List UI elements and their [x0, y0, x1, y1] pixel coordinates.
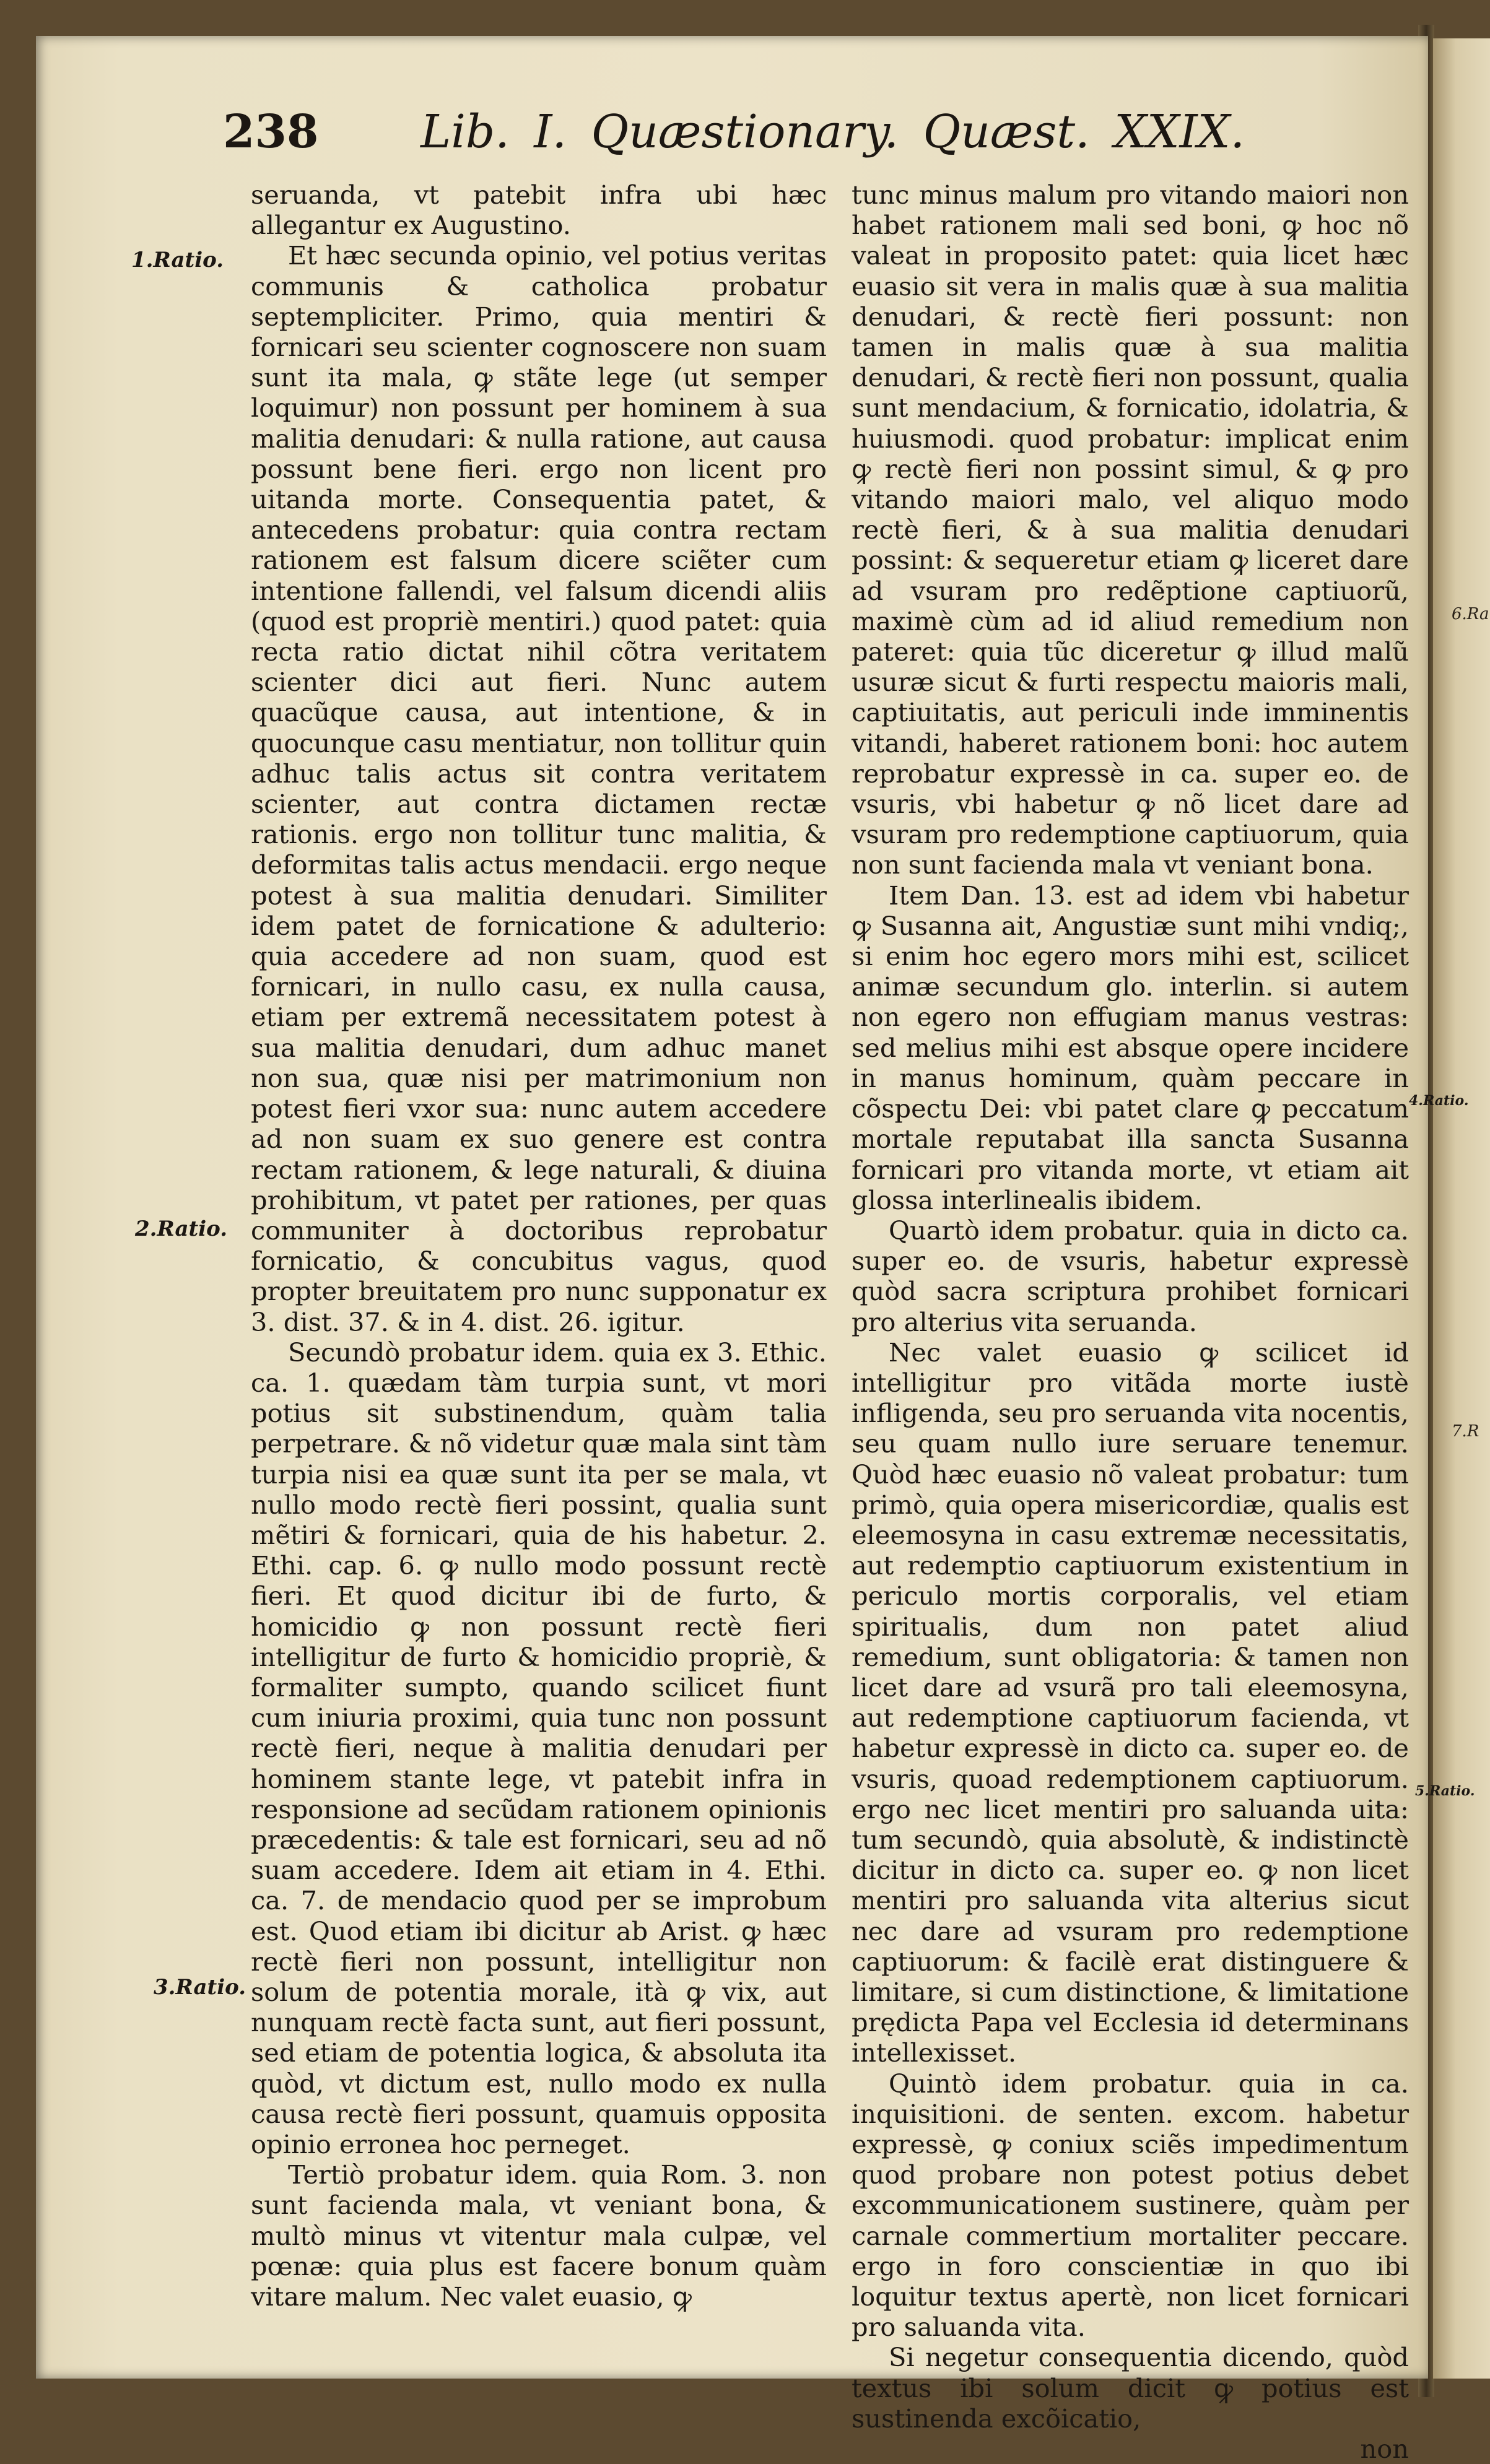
margin-note-ratio-3: 3.Ratio. — [154, 1975, 246, 2000]
paragraph: Si negetur consequentia dicendo, quòd textus ibi solum dicit ꝙ potius est sustinenda excõicatio, — [852, 2342, 1409, 2434]
margin-note-ratio-5: 5.Ratio. — [1415, 1783, 1475, 1799]
page-header — [223, 105, 1251, 173]
paragraph: Nec valet euasio ꝙ scilicet id intelligitur pro vitãda morte iustè infligenda, seu pro seruanda vita nocentis, seu quam nullo iure seruare tenemur. Quòd hæc euasio nõ valeat probatur: tum primò, quia opera misericordiæ, qualis est eleemosyna in casu extremæ necessitatis, aut redemptio captiuorum existentium in periculo mortis corporalis, vel etiam spiritualis, dum non patet aliud remedium, sunt obligatoria: & tamen non licet dare ad vsurã pro tali eleemosyna, aut redemptione captiuorum facienda, vt habetur expressè in dicto ca. super eo. de vsuris, quoad redemptionem captiuorum. ergo nec licet mentiri pro saluanda uita: tum secundò, quia absolutè, & indistinctè dicitur in dicto ca. super eo. ꝙ non licet mentiri pro saluanda vita alterius sicut nec dare ad vsuram pro redemptione captiuorum: & facilè erat distinguere & limitare, si cum distinctione, & limitatione prędicta Papa vel Ecclesia id determinans intellexisset. — [852, 1337, 1409, 2068]
paragraph: Quartò idem probatur. quia in dicto ca. super eo. de vsuris, habetur expressè quòd sacra scriptura prohibet fornicari pro alterius vita seruanda. — [852, 1215, 1409, 1337]
paragraph: Et hæc secunda opinio, vel potius veritas communis & catholica probatur septempliciter. Primo, quia mentiri & fornicari seu scienter cognoscere non suam sunt ita mala, ꝙ stãte lege (ut semper loquimur) non possunt per hominem à sua malitia denudari: & nulla ratione, aut causa possunt bene fieri. ergo non licent pro uitanda morte. Consequentia patet, & antecedens probatur: quia contra rectam rationem est falsum dicere sciẽter cum intentione fallendi, vel falsum dicendi aliis (quod est propriè mentiri.) quod patet: quia recta ratio dictat nihil cõtra veritatem scienter dici aut fieri. Nunc autem quacũque causa, aut intentione, & in quocunque casu mentiatur, non tollitur quin adhuc talis actus sit contra veritatem scienter, aut contra dictamen rectæ rationis. ergo non tollitur tunc malitia, & deformitas talis actus mendacii. ergo neque potest à sua malitia denudari. Similiter idem patet de fornicatione & adulterio: quia accedere ad non suam, quod est fornicari, in nullo casu, ex nulla causa, etiam per extremã necessitatem potest à sua malitia denudari, dum adhuc manet non sua, quæ nisi per matrimonium non potest fieri vxor sua: nunc autem accedere ad non suam ex suo genere est contra rectam rationem, & lege naturali, & diuina prohibitum, vt patet per rationes, per quas communiter à doctoribus reprobatur fornicatio, & concubitus vagus, quod propter breuitatem pro nunc supponatur ex 3. dist. 37. & in 4. dist. 26. igitur. — [251, 240, 827, 1337]
facing-margin-note: 7.R — [1452, 1422, 1479, 1441]
paragraph: Tertiò probatur idem. quia Rom. 3. non sunt facienda mala, vt veniant bona, & multò minus vt vitentur mala culpæ, vel pœnæ: quia plus est facere bonum quàm vitare malum. Nec valet euasio, ꝙ — [251, 2159, 827, 2312]
running-title: Lib. I. Quæstionary. Quæst. XXIX. — [420, 105, 1245, 158]
margin-note-ratio-2: 2.Ratio. — [135, 1217, 228, 1241]
facing-page-edge — [1433, 38, 1490, 2379]
margin-note-ratio-4: 4.Ratio. — [1409, 1093, 1469, 1109]
paragraph: seruanda, vt patebit infra ubi hæc allegantur ex Augustino. — [251, 180, 827, 241]
paragraph: Item Dan. 13. est ad idem vbi habetur ꝙ Susanna ait, Angustiæ sunt mihi vndiq;, si enim hoc egero mors mihi est, scilicet animæ secundum glo. interlin. si autem non egero non effugiam manus vestras: sed melius mihi est absque opere incidere in manus hominum, quàm peccare in cõspectu Dei: vbi patet clare ꝙ peccatum mortale reputabat illa sancta Susanna fornicari pro vitanda morte, vt etiam ait glossa interlinealis ibidem. — [852, 880, 1409, 1215]
facing-margin-note: 6.Ra — [1452, 605, 1489, 623]
paragraph: Quintò idem probatur. quia in ca. inquisitioni. de senten. excom. habetur expressè, ꝙ coniux sciẽs impedimentum quod probare non potest potius debet excommunicationem sustinere, quàm per carnale commertium mortaliter peccare. ergo in foro conscientiæ in quo ibi loquitur textus apertè, non licet fornicari pro saluanda vita. — [852, 2068, 1409, 2343]
text-column-left — [251, 180, 827, 2312]
text-column-right — [852, 180, 1409, 2464]
margin-note-ratio-1: 1.Ratio. — [131, 248, 224, 272]
folio-number: 238 — [223, 105, 319, 158]
catchword: non — [1360, 2434, 1409, 2464]
paragraph: Secundò probatur idem. quia ex 3. Ethic. ca. 1. quædam tàm turpia sunt, vt mori potius sit substinendum, quàm talia perpetrare. & nõ videtur quæ mala sint tàm turpia nisi ea quæ sunt ita per se mala, vt nullo modo rectè fieri possint, qualia sunt mẽtiri & fornicari, quia de his habetur. 2. Ethi. cap. 6. ꝙ nullo modo possunt rectè fieri. Et quod dicitur ibi de furto, & homicidio ꝙ non possunt rectè fieri intelligitur de furto & homicidio propriè, & formaliter sumpto, quando scilicet fiunt cum iniuria proximi, quia tunc non possunt rectè fieri, neque à malitia denudari per hominem stante lege, vt patebit infra in responsione ad secũdam rationem opinionis præcedentis: & tale est fornicari, seu ad nõ suam accedere. Idem ait etiam in 4. Ethi. ca. 7. de mendacio quod per se improbum est. Quod etiam ibi dicitur ab Arist. ꝙ hæc rectè fieri non possunt, intelligitur non solum de potentia morale, ità ꝙ vix, aut nunquam rectè facta sunt, aut fieri possunt, sed etiam de potentia logica, & absoluta ita quòd, vt dictum est, nullo modo ex nulla causa rectè fieri possunt, quamuis opposita opinio erronea hoc perneget. — [251, 1337, 827, 2159]
paragraph: tunc minus malum pro vitando maiori non habet rationem mali sed boni, ꝙ hoc nõ valeat in proposito patet: quia licet hæc euasio sit vera in malis quæ à sua malitia denudari, & rectè fieri possunt: non tamen in malis quæ à sua malitia denudari, & rectè fieri non possunt, qualia sunt mendacium, & fornicatio, idolatria, & huiusmodi. quod probatur: implicat enim ꝙ rectè fieri non possint simul, & ꝙ pro vitando maiori malo, vel aliquo modo rectè fieri, & à sua malitia denudari possint: & sequeretur etiam ꝙ liceret dare ad vsuram pro redẽptione captiuorũ, maximè cùm ad id aliud remedium non pateret: quia tũc diceretur ꝙ illud malũ usuræ sicut & furti respectu maioris mali, captiuitatis, aut periculi inde imminentis vitandi, haberet rationem boni: hoc autem reprobatur expressè in ca. super eo. de vsuris, vbi habetur ꝙ nõ licet dare ad vsuram pro redemptione captiuorum, quia non sunt facienda mala vt veniant bona. — [852, 180, 1409, 880]
